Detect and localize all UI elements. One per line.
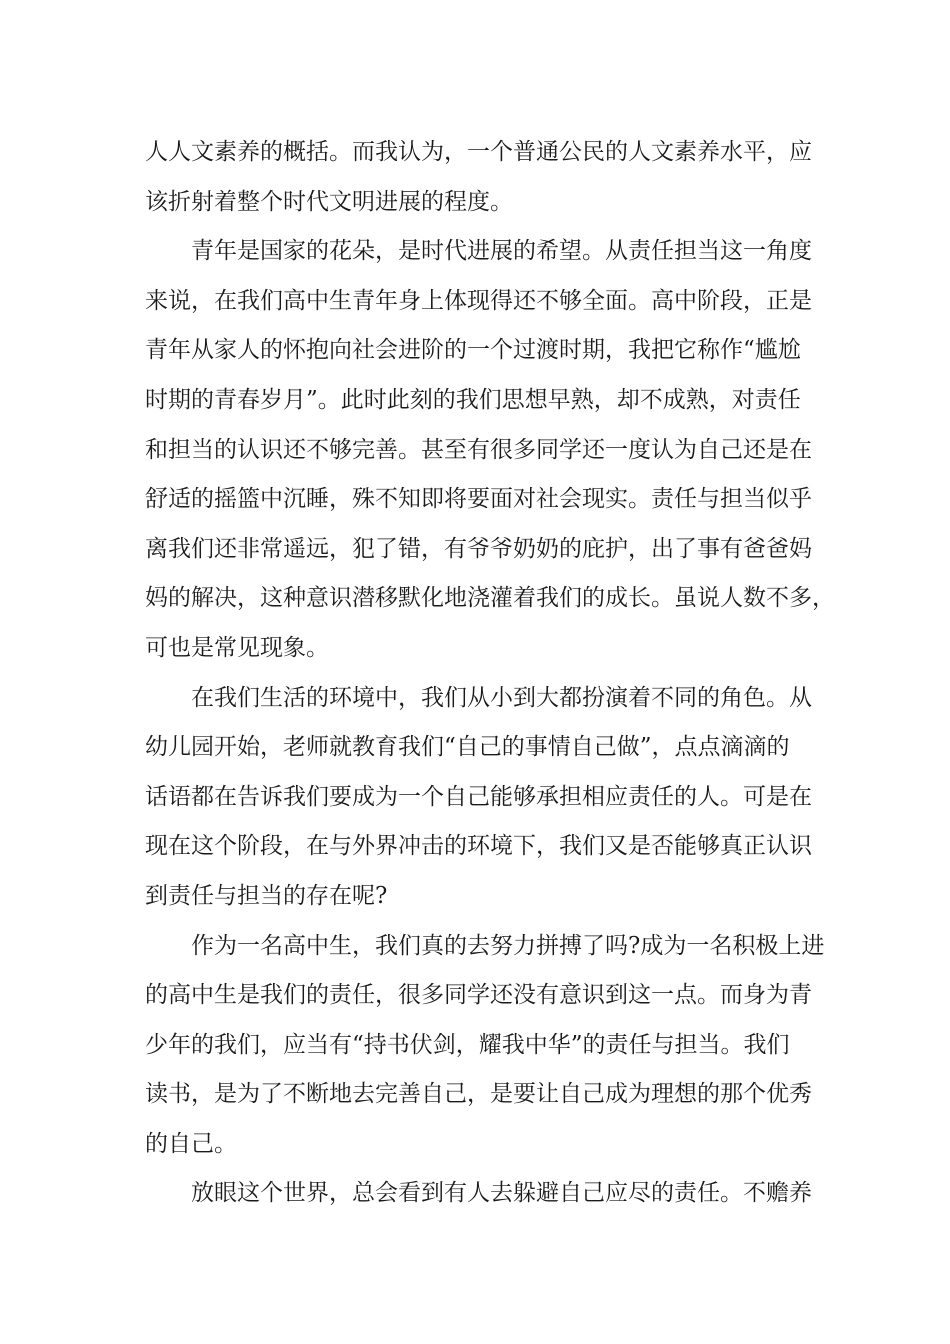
text-line: 的自己。 — [145, 1130, 237, 1157]
text-line: 的高中生是我们的责任，很多同学还没有意识到这一点。而身为青 — [145, 982, 812, 1009]
text-line: 来说，在我们高中生青年身上体现得还不够全面。高中阶段，正是 — [145, 287, 812, 314]
essay-body — [145, 128, 835, 1219]
text-line: 该折射着整个时代文明进展的程度。 — [145, 188, 513, 215]
paragraph-first-line: 放眼这个世界，总会看到有人去躲避自己应尽的责任。不赡养 — [191, 1180, 812, 1207]
text-line: 舒适的摇篮中沉睡，殊不知即将要面对社会现实。责任与担当似乎 — [145, 486, 812, 513]
text-line: 少年的我们，应当有“持书伏剑，耀我中华”的责任与担当。我们 — [145, 1031, 790, 1058]
text-line: 离我们还非常遥远，犯了错，有爷爷奶奶的庇护，出了事有爸爸妈 — [145, 535, 812, 562]
paragraph-first-line: 青年是国家的花朵，是时代进展的希望。从责任担当这一角度 — [191, 238, 812, 265]
text-line: 妈的解决，这种意识潜移默化地浇灌着我们的成长。虽说人数不多， — [145, 585, 835, 612]
text-line: 人人文素养的概括。而我认为，一个普通公民的人文素养水平，应 — [145, 139, 812, 165]
text-line: 青年从家人的怀抱向社会进阶的一个过渡时期，我把它称作“尴尬 — [145, 337, 801, 364]
text-line: 读书，是为了不断地去完善自己，是要让自己成为理想的那个优秀 — [145, 1081, 812, 1108]
text-line: 可也是常见现象。 — [145, 634, 329, 661]
text-line: 时期的青春岁月”。此时此刻的我们思想早熟，却不成熟，对责任 — [145, 386, 801, 413]
text-line: 现在这个阶段，在与外界冲击的环境下，我们又是否能够真正认识 — [145, 833, 812, 860]
text-line: 到责任与担当的存在呢? — [145, 882, 388, 909]
text-line: 幼儿园开始，老师就教育我们“自己的事情自己做”，点点滴滴的 — [145, 734, 790, 761]
text-line: 话语都在告诉我们要成为一个自己能够承担相应责任的人。可是在 — [145, 783, 812, 810]
paragraph-first-line: 在我们生活的环境中，我们从小到大都扮演着不同的角色。从 — [191, 684, 812, 711]
paragraph-first-line: 作为一名高中生，我们真的去努力拼搏了吗?成为一名积极上进 — [191, 932, 825, 959]
text-line: 和担当的认识还不够完善。甚至有很多同学还一度认为自己还是在 — [145, 436, 812, 463]
